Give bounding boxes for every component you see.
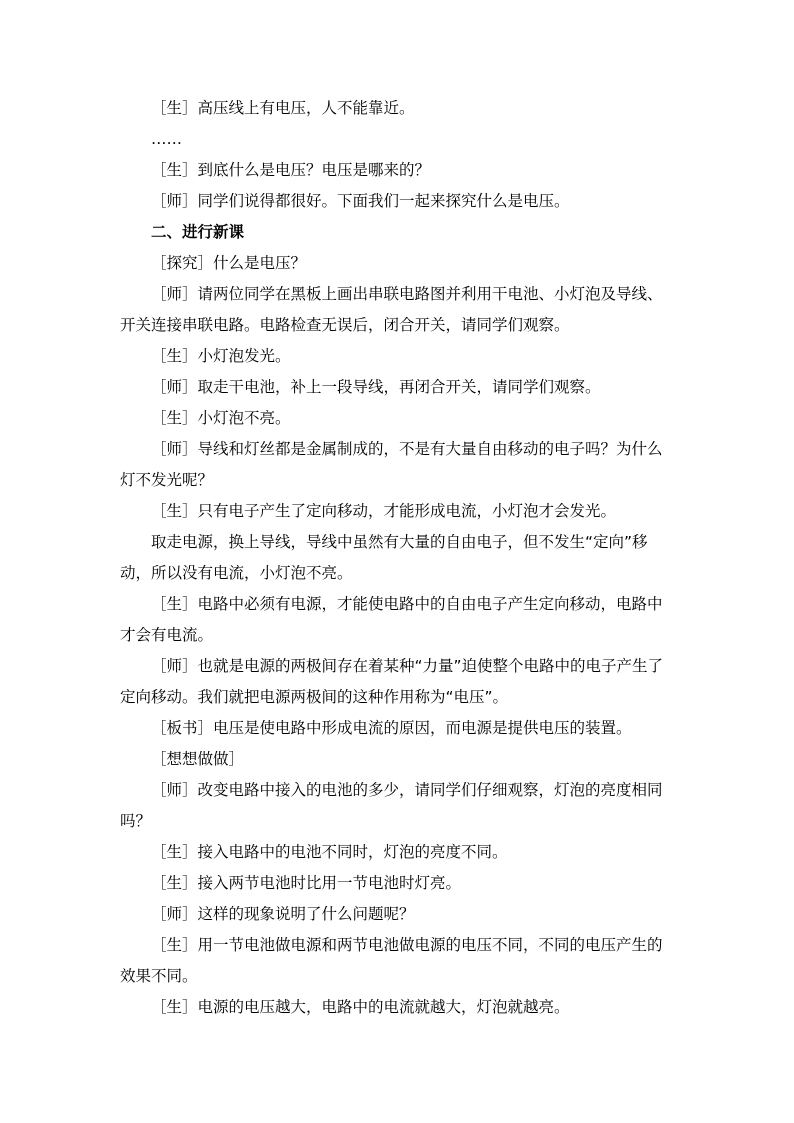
document-page xyxy=(120,93,666,1023)
paragraph-8: ［生］小灯泡发光。 xyxy=(151,347,291,365)
paragraph-12: ［生］只有电子产生了定向移动，才能形成电流，小灯泡才会发光。 xyxy=(151,502,617,520)
paragraph-9: ［师］取走干电池，补上一段导线，再闭合开关，请同学们观察。 xyxy=(151,378,601,396)
paragraph-18: ［师］改变电路中接入的电池的多少，请同学们仔细观察，灯泡的亮度相同吗？ xyxy=(120,781,663,830)
paragraph-21: ［师］这样的现象说明了什么问题呢？ xyxy=(151,905,415,923)
paragraph-17: ［想想做做］ xyxy=(151,750,245,768)
section-heading: 二、进行新课 xyxy=(151,223,245,241)
paragraph-narration: 取走电源，换上导线，导线中虽然有大量的自由电子，但不发生“定向”移动，所以没有电流，小灯泡不亮。 xyxy=(120,533,648,582)
paragraph-11: ［师］导线和灯丝都是金属制成的，不是有大量自由移动的电子吗？为什么灯不发光呢？ xyxy=(120,440,663,489)
paragraph-22: ［生］用一节电池做电源和两节电池做电源的电压不同，不同的电压产生的效果不同。 xyxy=(120,936,663,985)
paragraph-19: ［生］接入电路中的电池不同时，灯泡的亮度不同。 xyxy=(151,843,508,861)
paragraph-15: ［师］也就是电源的两极间存在着某种“力量”迫使整个电路中的电子产生了定向移动。我们就把电源两极间的这种作用称为“电压”。 xyxy=(120,657,664,706)
paragraph-4: ［师］同学们说得都很好。下面我们一起来探究什么是电压。 xyxy=(151,192,570,210)
paragraph-3: ［生］到底什么是电压？电压是哪来的？ xyxy=(151,161,431,179)
paragraph-23: ［生］电源的电压越大，电路中的电流就越大，灯泡就越亮。 xyxy=(151,998,570,1016)
paragraph-20: ［生］接入两节电池时比用一节电池时灯亮。 xyxy=(151,874,462,892)
paragraph-10: ［生］小灯泡不亮。 xyxy=(151,409,291,427)
paragraph-1: ［生］高压线上有电压，人不能靠近。 xyxy=(151,99,415,117)
paragraph-ellipsis: …… xyxy=(151,130,182,148)
paragraph-7: ［师］请两位同学在黑板上画出串联电路图并利用干电池、小灯泡及导线、开关连接串联电路。电路检查无误后，闭合开关，请同学们观察。 xyxy=(120,285,663,334)
paragraph-14: ［生］电路中必须有电源，才能使电路中的自由电子产生定向移动，电路中才会有电流。 xyxy=(120,595,663,644)
paragraph-16: ［板书］电压是使电路中形成电流的原因，而电源是提供电压的装置。 xyxy=(151,719,632,737)
paragraph-6: ［探究］什么是电压？ xyxy=(151,254,307,272)
